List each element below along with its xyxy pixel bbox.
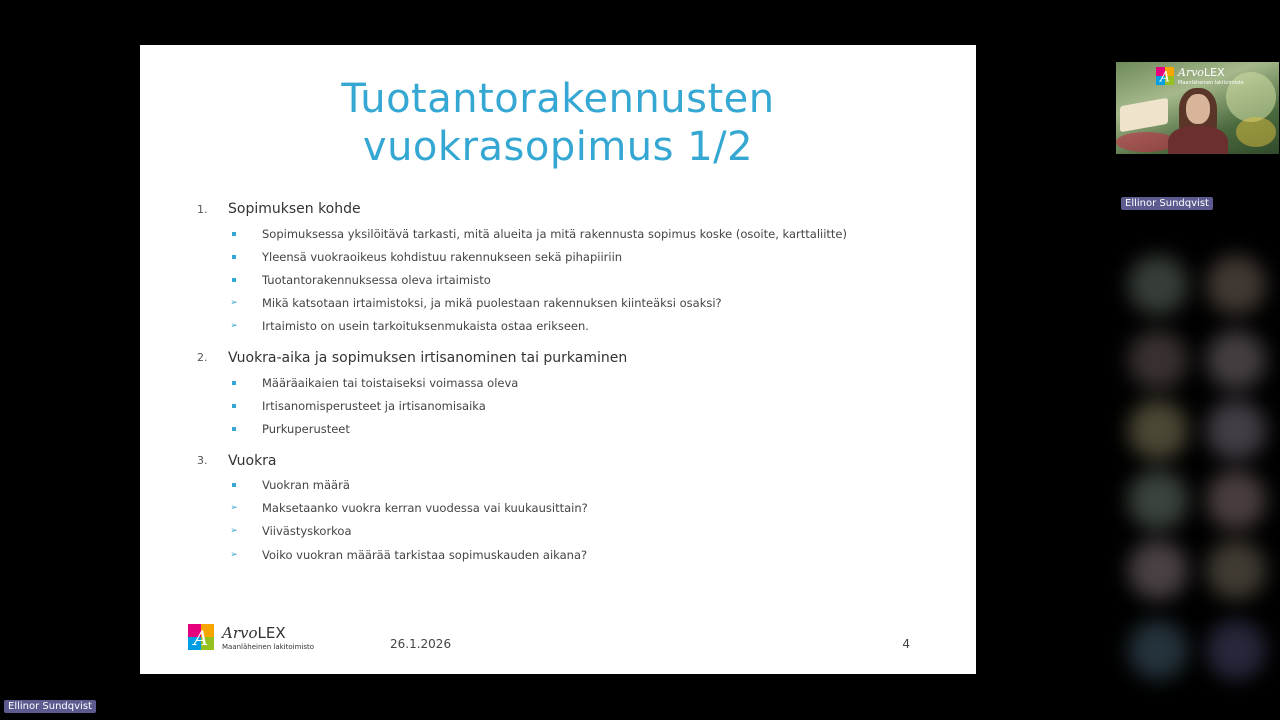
list-item xyxy=(197,245,957,268)
list-item xyxy=(197,543,957,566)
list-item-text: Irtaimisto on usein tarkoituksenmukaista ostaa erikseen. xyxy=(262,319,589,334)
list-item xyxy=(197,268,957,291)
slide-title-line-1: Tuotantorakennusten xyxy=(341,76,775,122)
list-item xyxy=(197,222,957,245)
square-bullet-icon xyxy=(229,401,239,411)
list-item-text: Yleensä vuokraoikeus kohdistuu rakennukseen sekä pihapiiriin xyxy=(262,249,623,264)
square-bullet-icon xyxy=(229,424,239,434)
list-item-text: Purkuperusteet xyxy=(262,421,350,436)
square-bullet-icon xyxy=(229,275,239,285)
participant-video-tile[interactable] xyxy=(1116,62,1279,154)
content-section xyxy=(197,449,957,567)
content-section xyxy=(197,197,957,338)
section-heading xyxy=(197,346,957,370)
book-image xyxy=(1120,98,1168,132)
arrow-bullet-icon xyxy=(229,321,239,331)
list-item xyxy=(197,417,957,440)
slide-title-line-2: vuokrasopimus 1/2 xyxy=(362,124,754,170)
arrow-bullet-icon xyxy=(229,298,239,308)
list-item xyxy=(197,474,957,497)
list-item-text: Määräaikaien tai toistaiseksi voimassa oleva xyxy=(262,375,519,390)
list-item-text: Maksetaanko vuokra kerran vuodessa vai kuukausittain? xyxy=(262,501,588,516)
participant-name-tag: Ellinor Sundqvist xyxy=(1121,197,1213,210)
logo-name: ArvoLEX xyxy=(222,624,286,642)
arvolex-logo xyxy=(188,623,318,653)
participant-face xyxy=(1186,94,1210,124)
presenter-name-tag: Ellinor Sundqvist xyxy=(4,700,96,713)
list-item xyxy=(197,520,957,543)
section-number: 1. xyxy=(197,202,208,216)
section-number: 3. xyxy=(197,454,208,467)
slide-date: 26.1.2026 xyxy=(390,637,452,651)
list-item xyxy=(197,394,957,417)
section-heading xyxy=(197,449,957,473)
list-item-text: Voiko vuokran määrää tarkistaa sopimuskauden aikana? xyxy=(262,547,588,562)
list-item xyxy=(197,371,957,394)
arrow-bullet-icon xyxy=(229,526,239,536)
section-title: Vuokra-aika ja sopimuksen irtisanominen tai purkaminen xyxy=(228,349,628,366)
video-background-logo: A ArvoLEX Maanläheinen lakitoimisto xyxy=(1156,67,1246,89)
blurred-participant-grid xyxy=(1128,250,1278,690)
slide-title xyxy=(140,75,976,171)
list-item-text: Viivästyskorkoa xyxy=(262,524,352,539)
list-item-text: Irtisanomisperusteet ja irtisanomisaika xyxy=(262,398,486,413)
list-item xyxy=(197,497,957,520)
section-title: Sopimuksen kohde xyxy=(228,201,361,217)
slide-page-number: 4 xyxy=(902,637,910,651)
square-bullet-icon xyxy=(229,252,239,262)
logo-subtitle: Maanläheinen lakitoimisto xyxy=(222,643,315,651)
arvolex-logo-mark-icon xyxy=(188,624,214,650)
list-item-text: Tuotantorakennuksessa oleva irtaimisto xyxy=(262,272,491,287)
arrow-bullet-icon xyxy=(229,503,239,513)
content-section xyxy=(197,346,957,441)
presentation-slide xyxy=(140,45,976,674)
section-number: 2. xyxy=(197,351,208,365)
list-item xyxy=(197,292,957,315)
section-heading xyxy=(197,197,957,221)
list-item-text: Vuokran määrä xyxy=(262,478,350,493)
square-bullet-icon xyxy=(229,229,239,239)
list-item xyxy=(197,315,957,338)
list-item-text: Sopimuksessa yksilöitävä tarkasti, mitä alueita ja mitä rakennusta sopimus koske (osoite, karttaliitte) xyxy=(262,226,847,241)
section-title: Vuokra xyxy=(228,452,277,469)
arvolex-logo-mark-icon xyxy=(1156,67,1174,85)
arrow-bullet-icon xyxy=(229,550,239,560)
square-bullet-icon xyxy=(229,480,239,490)
square-bullet-icon xyxy=(229,378,239,388)
svg-text:A: A xyxy=(193,626,209,650)
list-item-text: Mikä katsotaan irtaimistoksi, ja mikä puolestaan rakennuksen kiinteäksi osaksi? xyxy=(262,296,722,311)
svg-text:A: A xyxy=(1160,69,1170,85)
slide-content xyxy=(197,197,957,574)
